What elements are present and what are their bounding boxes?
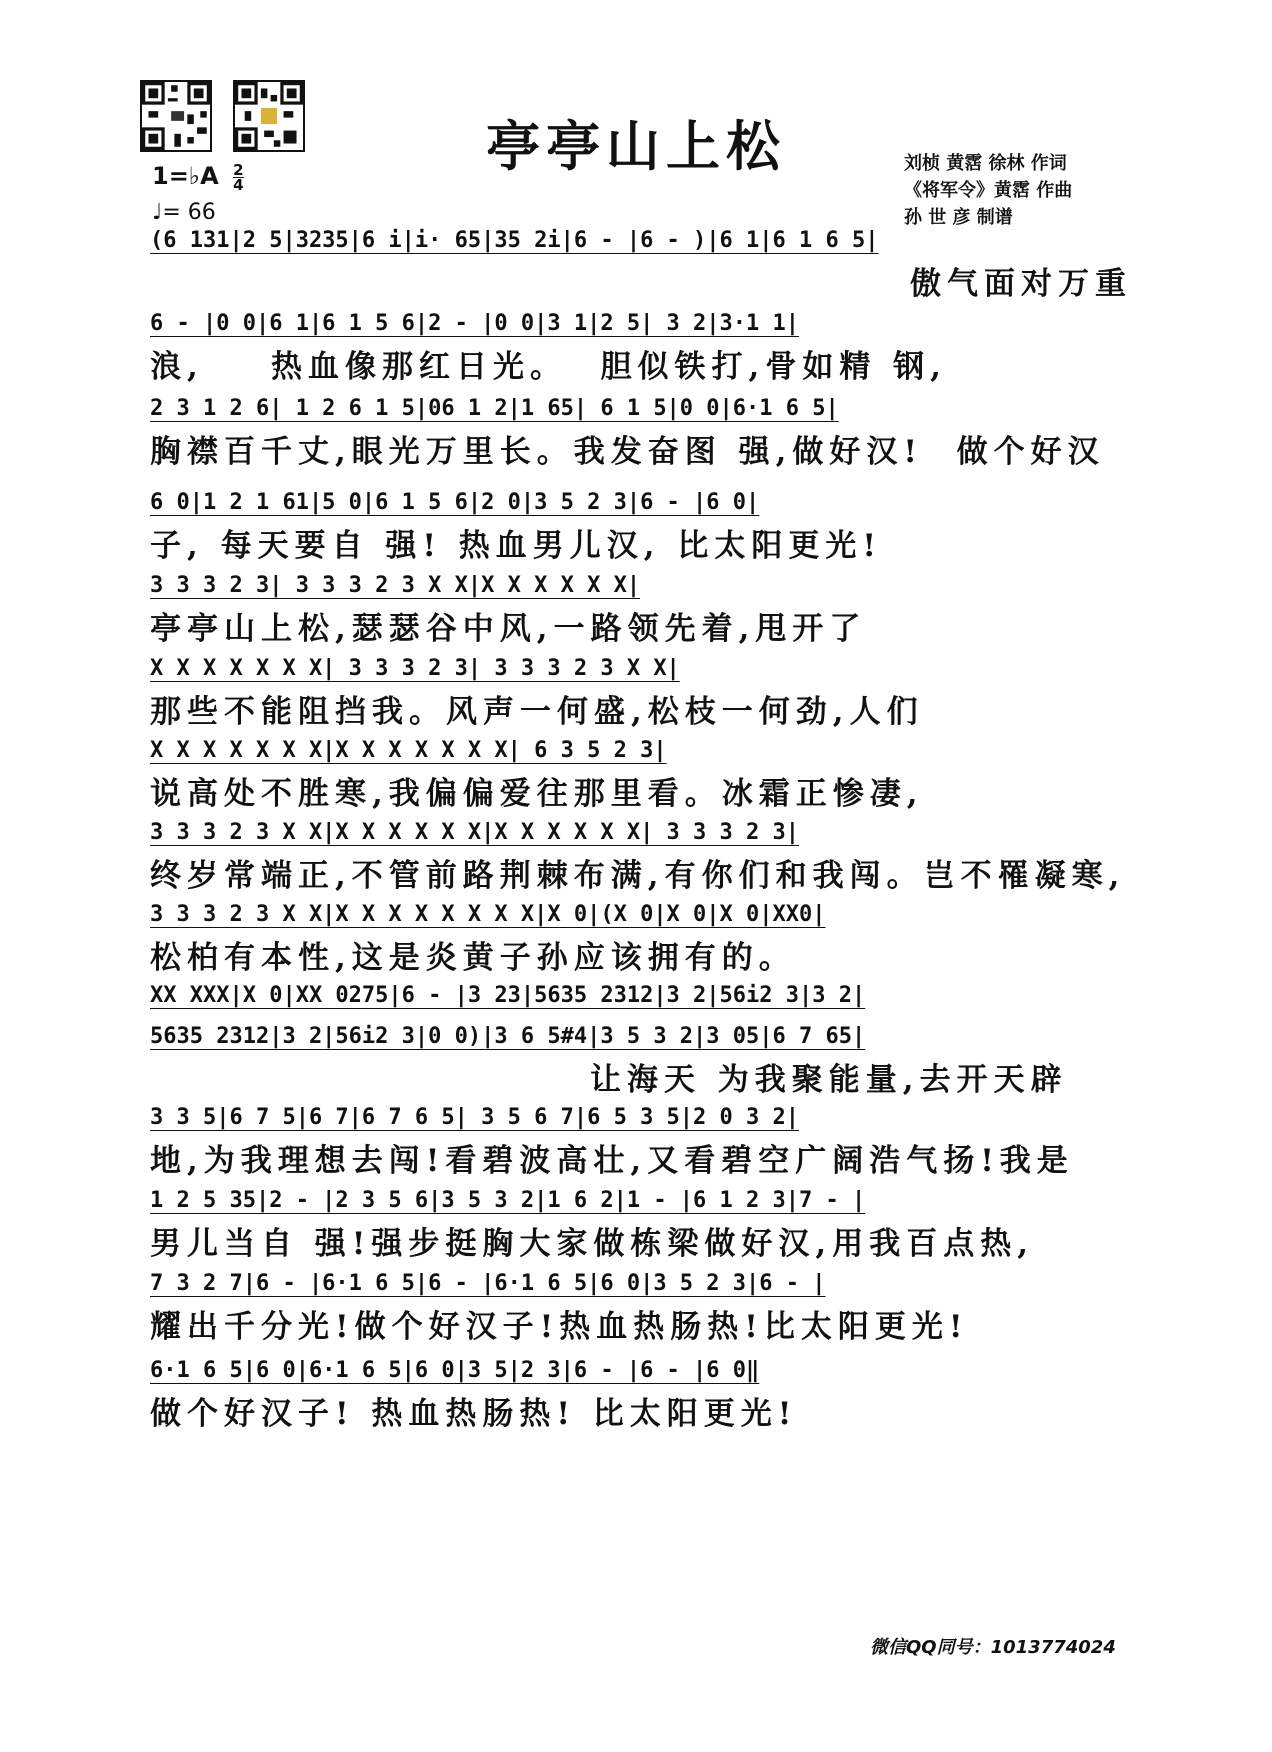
time-denominator: 4 <box>233 175 244 194</box>
notation-line: 6 - |0 0|6 1|6 1 5 6|2 - |0 0|3 1|2 5| 3 2|3·1 1| <box>150 311 800 336</box>
lyrics-line: 松柏有本性,这是炎黄子孙应该拥有的。 <box>150 940 796 976</box>
score-row <box>150 736 1132 814</box>
score-row <box>150 394 1132 472</box>
notation-line: X X X X X X X| 3 3 3 2 3| 3 3 3 2 3 X X| <box>150 656 680 681</box>
contact-watermark: 微信QQ同号：1013774024 <box>870 1637 1116 1658</box>
notation-line: 2 3 1 2 6| 1 2 6 1 5|06 1 2|1 65| 6 1 5|0 0|6·1 6 5| <box>150 396 839 421</box>
score-row <box>150 900 1132 978</box>
notation-line: 1 2 5 35|2 - |2 3 5 6|3 5 3 2|1 6 2|1 - |6 1 2 3|7 - | <box>150 1188 866 1213</box>
score-row <box>150 981 1132 1011</box>
notation-line: 6 0|1 2 1 61|5 0|6 1 5 6|2 0|3 5 2 3|6 - |6 0| <box>150 490 760 515</box>
lyrics-line: 做个好汉子! 热血热肠热! 比太阳更光! <box>150 1396 798 1432</box>
score-row <box>150 654 1132 732</box>
lyrics-line: 子, 每天要自 强! 热血男儿汉, 比太阳更光! <box>150 528 882 564</box>
notation-line: 5635 2312|3 2|56i2 3|0 0)|3 6 5#4|3 5 3 2|3 05|6 7 65| <box>150 1024 866 1049</box>
lyrics-line: 地,为我理想去闯!看碧波高壮,又看碧空广阔浩气扬!我是 <box>150 1143 1074 1179</box>
notation-line: X X X X X X X|X X X X X X X| 6 3 5 2 3| <box>150 738 667 763</box>
lyrics-line: 让海天 为我聚能量,去开天辟 <box>590 1062 1068 1098</box>
score-row <box>150 1022 1132 1100</box>
lyrics-line: 胸襟百千丈,眼光万里长。我发奋图 强,做好汉! 做个好汉 <box>150 434 1105 470</box>
lyrics-line: 终岁常端正,不管前路荆棘布满,有你们和我闯。岂不罹凝寒, <box>150 858 1126 894</box>
lyrics-line: 那些不能阻挡我。风声一何盛,松枝一何劲,人们 <box>150 694 924 730</box>
credits <box>904 150 1072 231</box>
notation-line: XX XXX|X 0|XX 0275|6 - |3 23|5635 2312|3 2|56i2 3|3 2| <box>150 983 866 1008</box>
lyrics-line: 男儿当自 强!强步挺胸大家做栋梁做好汉,用我百点热, <box>150 1226 1034 1262</box>
credit-lyricist: 刘桢 黄霑 徐林 作词 <box>904 153 1067 174</box>
lyrics-line: 说高处不胜寒,我偏偏爱往那里看。冰霜正惨凄, <box>150 776 924 812</box>
tempo-marking: ♩= 66 <box>152 200 216 225</box>
lyrics-line: 亭亭山上松,瑟瑟谷中风,一路领先着,甩开了 <box>150 611 867 647</box>
score-row <box>150 488 1132 566</box>
score-row <box>150 1356 1132 1434</box>
credit-arranger: 孙 世 彦 制谱 <box>904 207 1013 228</box>
notation-line: 7 3 2 7|6 - |6·1 6 5|6 - |6·1 6 5|6 0|3 5 2 3|6 - | <box>150 1271 826 1296</box>
time-numerator: 2 <box>233 160 244 179</box>
credit-composer: 《将军令》黄霑 作曲 <box>904 180 1073 201</box>
score-row <box>150 1269 1132 1347</box>
score-row <box>150 226 1132 304</box>
notation-line: 3 3 3 2 3| 3 3 3 2 3 X X|X X X X X X| <box>150 573 641 598</box>
notation-line: 6·1 6 5|6 0|6·1 6 5|6 0|3 5|2 3|6 - |6 - |6 0‖ <box>150 1358 760 1383</box>
song-title: 亭亭山上松 <box>486 114 786 178</box>
notation-line: 3 3 3 2 3 X X|X X X X X X X X|X 0|(X 0|X 0|X 0|XX0| <box>150 902 826 927</box>
lyrics-line: 耀出千分光!做个好汉子!热血热肠热!比太阳更光! <box>150 1309 969 1345</box>
lyrics-line: 傲气面对万重 <box>910 266 1132 302</box>
score-row <box>150 309 1132 387</box>
score-row <box>150 571 1132 649</box>
time-signature <box>233 160 244 194</box>
notation-line: 3 3 5|6 7 5|6 7|6 7 6 5| 3 5 6 7|6 5 3 5|2 0 3 2| <box>150 1105 800 1130</box>
key-signature <box>152 158 244 194</box>
key-label: 1=♭A <box>152 162 219 190</box>
notation-line: 3 3 3 2 3 X X|X X X X X X|X X X X X X| 3 3 3 2 3| <box>150 820 800 845</box>
score-row <box>150 818 1132 896</box>
lyrics-line: 浪, 热血像那红日光。 胆似铁打,骨如精 钢, <box>150 349 947 385</box>
score-row <box>150 1103 1132 1181</box>
score-row <box>150 1186 1132 1264</box>
notation-line: (6 131|2 5|3235|6 i|i· 65|35 2i|6 - |6 - )|6 1|6 1 6 5| <box>150 228 879 253</box>
